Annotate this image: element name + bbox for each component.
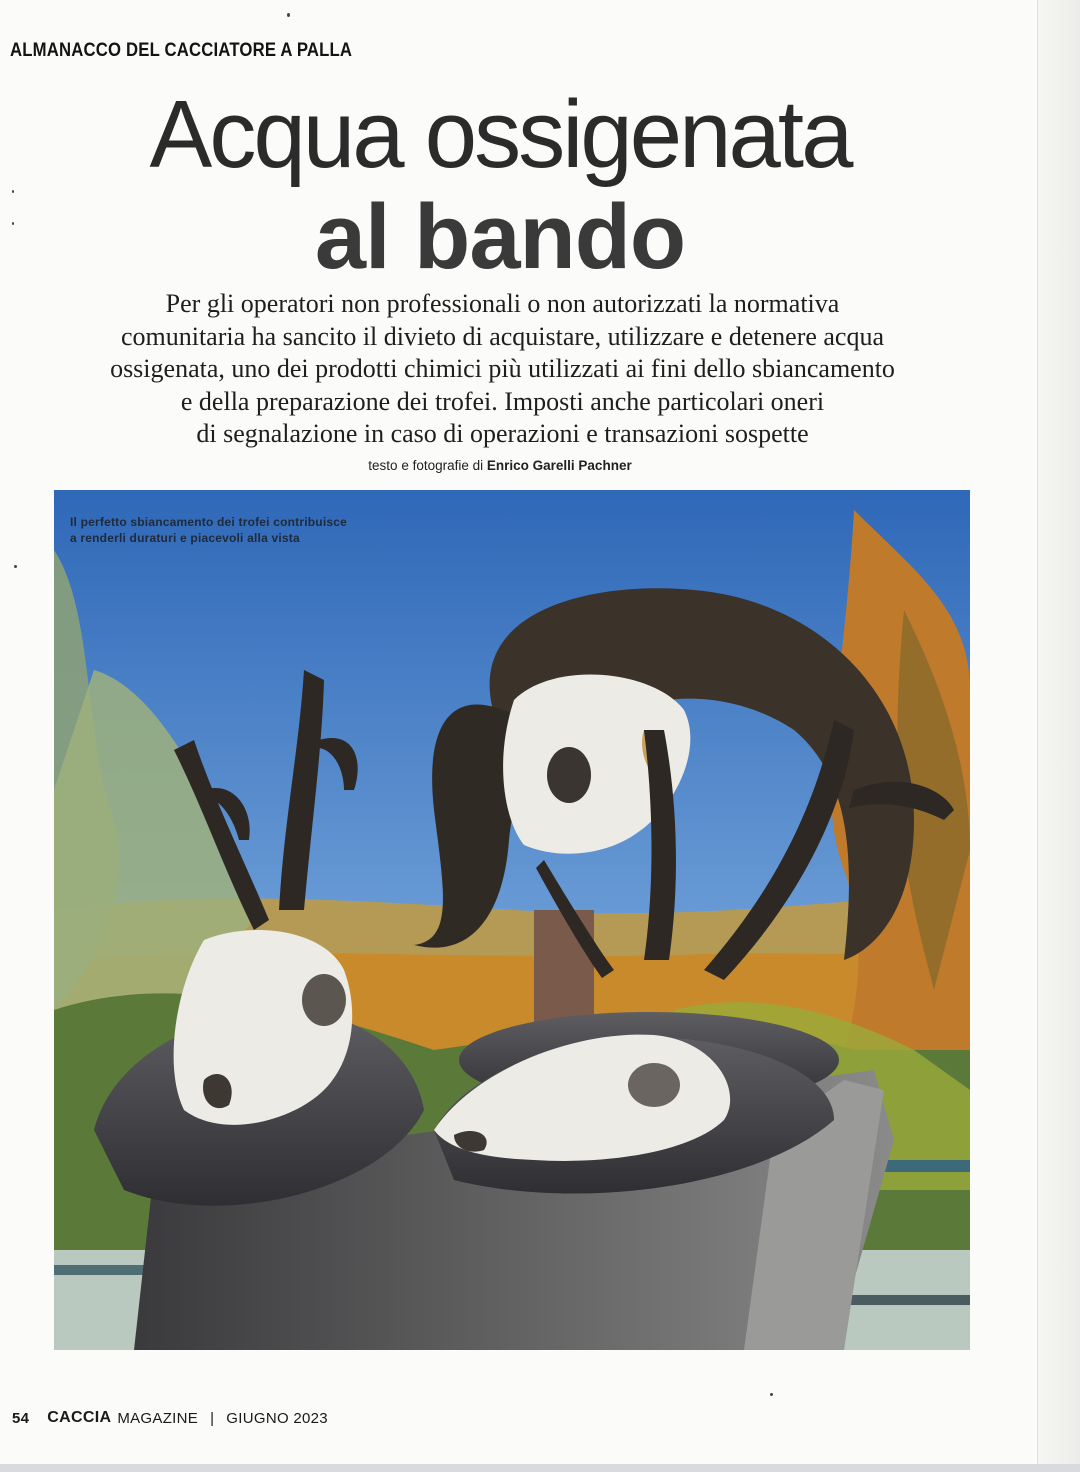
lead-line: comunitaria ha sancito il divieto di acquistare, utilizzare e detenere acqua (120, 321, 885, 351)
lead-line: ossigenata, uno dei prodotti chimici più utilizzati ai fini dello sbiancamento (110, 354, 895, 383)
caption-line: a renderli duraturi e piacevoli alla vista (70, 531, 300, 545)
eye-socket (302, 974, 346, 1026)
lead-line: di segnalazione in caso di operazioni e transazioni sospette (196, 419, 809, 448)
article-title-bold: al bando (314, 186, 686, 288)
caption-line: Il perfetto sbiancamento dei trofei contribuisce (70, 515, 347, 529)
scan-speck (12, 222, 14, 225)
page-number: 54 (12, 1409, 30, 1427)
eye-socket (628, 1063, 680, 1107)
page-gutter (1037, 0, 1080, 1464)
scan-speck (287, 13, 290, 17)
trophy-photo-illustration (54, 490, 970, 1350)
article-title: Acqua ossigenata (149, 81, 851, 188)
lead-line: e della preparazione dei trofei. Imposti anche particolari oneri (180, 386, 825, 416)
footer-separator: | (210, 1409, 215, 1427)
section-label: ALMANACCO DEL CACCIATORE A PALLA (10, 40, 353, 61)
photo-caption (70, 514, 347, 546)
trophy-photo (54, 490, 970, 1350)
page-footer (12, 1409, 328, 1427)
eye-socket (547, 747, 591, 803)
issue-date: GIUGNO 2023 (226, 1409, 328, 1427)
lead-line: Per gli operatori non professionali o non autorizzati la normativa (165, 289, 840, 318)
magazine-name: MAGAZINE (117, 1409, 199, 1427)
byline (0, 458, 1000, 473)
byline-author: Enrico Garelli Pachner (486, 458, 632, 473)
byline-prefix: testo e fotografie di (368, 458, 484, 473)
magazine-brand: CACCIA (47, 1409, 112, 1426)
scan-speck (14, 565, 17, 568)
scan-speck (12, 190, 14, 193)
scan-edge (0, 1464, 1080, 1472)
article-lead (40, 288, 965, 451)
scan-speck (770, 1393, 773, 1396)
